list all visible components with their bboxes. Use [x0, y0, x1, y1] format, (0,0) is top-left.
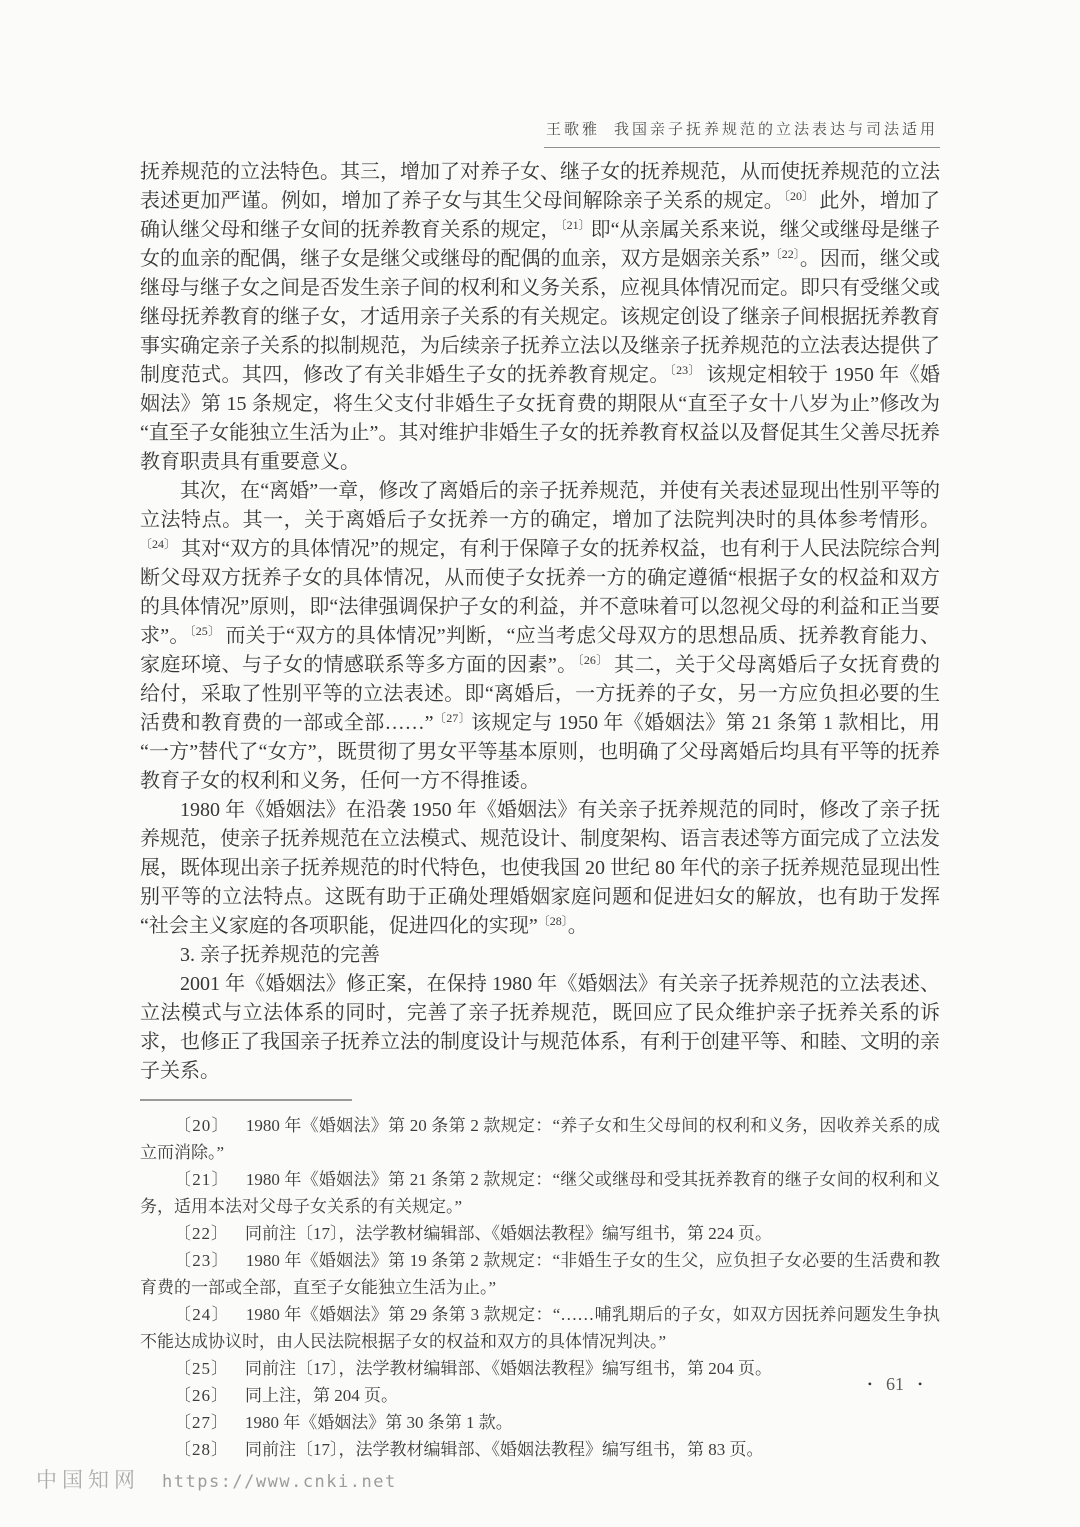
page-number-right-dot: • [918, 1377, 923, 1391]
footnote-ref: 〔24〕 [140, 537, 177, 551]
footnote-item: 〔27〕 1980 年《婚姻法》第 30 条第 1 款。 [174, 1413, 513, 1432]
paragraph: 其次，在“离婚”一章，修改了离婚后的亲子抚养规范，并使有关表述显现出性别平等的立法特点。其一，关于离婚后子女抚养一方的确定，增加了法院判决时的具体参考情形。$^{〔24〕}$ 其对“双方的具体情况”的规定，有利于保障子女的抚养权益，也有利于人民法院综合判断父母双方抚养子女的具体情况，从而使子女抚养一方的确定遵循“根据子女的权益和双方的具体情况”原则，即“法律强调保护子女的利益，并不意味着可以忽视父母的利益和正当要求”。$^{〔25〕}$ 而关于“双方的具体情况”判断，“应当考虑父母双方的思想品质、抚养教育能力、家庭环境、与子女的情感联系等多方面的因素”。$^{〔26〕}$ 其二，关于父母离婚后子女抚育费的给付，采取了性别平等的立法表述。即“离婚后，一方抚养的子女，另一方应负担必要的生活费和教育费的一部或全部……”$^{〔27〕}$该规定与 1950 年《婚姻法》第 21 条第 1 款相比，用“一方”替代了“女方”，既贯彻了男女平等基本原则，也明确了父母离婚后均具有平等的抚养教育子女的权利和义务，任何一方不得推诿。 [140, 480, 940, 792]
footnote-item: 〔21〕 1980 年《婚姻法》第 21 条第 2 款规定：“继父或继母和受其抚养教育的继子女间的权利和义务，适用本法对父母子女关系的有关规定。” [140, 1170, 941, 1216]
footnote-marker: 〔21〕 [174, 1170, 230, 1189]
footnote-item: 〔22〕 同前注〔17〕，法学教材编辑部、《婚姻法教程》编写组书，第 224 页。 [174, 1224, 772, 1243]
footnote-marker: 〔23〕 [174, 1251, 230, 1270]
paragraph: 2001 年《婚姻法》修正案，在保持 1980 年《婚姻法》有关亲子抚养规范的立法表述、立法模式与立法体系的同时，完善了亲子抚养规范，既回应了民众维护亲子抚养关系的诉求，也修正了我国亲子抚养立法的制度设计与规范体系，有利于创建平等、和睦、文明的亲子关系。 [140, 973, 940, 1082]
footnote-item: 〔26〕 同上注，第 204 页。 [174, 1386, 398, 1405]
watermark-url: https://www.cnki.net [162, 1472, 397, 1492]
footnote-marker: 〔25〕 [174, 1359, 229, 1378]
section-heading: 3. 亲子抚养规范的完善 [180, 944, 380, 966]
footnote-marker: 〔26〕 [174, 1386, 229, 1405]
scan-watermark [36, 1464, 397, 1494]
footnote-ref: 〔22〕 [769, 247, 800, 261]
page-number-left-dot: • [867, 1377, 872, 1391]
footnote-ref: 〔28〕 [537, 914, 568, 928]
paragraph: 抚养规范的立法特色。其三，增加了对养子女、继子女的抚养规范，从而使抚养规范的立法表述更加严谨。例如，增加了养子女与其生父母间解除亲子关系的规定。$^{〔20〕}$ 此外，增加了确认继父母和继子女间的抚养教育关系的规定，$^{〔21〕}$即“从亲属关系来说，继父或继母是继子女的血亲的配偶，继子女是继父或继母的配偶的血亲，双方是姻亲关系”$^{〔22〕}$。因而，继父或继母与继子女之间是否发生亲子间的权利和义务关系，应视具体情况而定。即只有受继父或继母抚养教育的继子女，才适用亲子关系的有关规定。该规定创设了继亲子间根据抚养教育事实确定亲子关系的拟制规范，为后续亲子抚养立法以及继亲子抚养规范的立法表达提供了制度范式。其四，修改了有关非婚生子女的抚养教育规定。$^{〔23〕}$ 该规定相较于 1950 年《婚姻法》第 15 条规定，将生父支付非婚生子女抚育费的期限从“直至子女十八岁为止”修改为“直至子女能独立生活为止”。其对维护非婚生子女的抚养教育权益以及督促其生父善尽抚养教育职责具有重要意义。 [140, 161, 940, 473]
running-header-title: 我国亲子抚养规范的立法表达与司法适用 [613, 122, 938, 138]
footnote-ref: 〔25〕 [189, 624, 221, 638]
footnote-marker: 〔27〕 [174, 1413, 229, 1432]
footnote-ref: 〔21〕 [560, 218, 591, 232]
footnote-item: 〔24〕 1980 年《婚姻法》第 29 条第 3 款规定：“……哺乳期后的子女，如双方因抚养问题发生争执不能达成协议时，由人民法院根据子女的权益和双方的具体情况判决。” [140, 1305, 941, 1351]
article-column [140, 158, 940, 1463]
footnote-marker: 〔22〕 [174, 1224, 229, 1243]
footnote-ref: 〔23〕 [669, 363, 701, 377]
page-number [845, 1374, 945, 1395]
paragraph: 1980 年《婚姻法》在沿袭 1950 年《婚姻法》有关亲子抚养规范的同时，修改了亲子抚养规范，使亲子抚养规范在立法模式、规范设计、制度架构、语言表述等方面完成了立法发展，既体现出亲子抚养规范的时代特色，也使我国 20 世纪 80 年代的亲子抚养规范显现出性别平等的立法特点。这既有助于正确处理婚姻家庭问题和促进妇女的解放，也有助于发挥“社会主义家庭的各项职能，促进四化的实现”$^{〔28〕}$。 [140, 799, 940, 937]
footnote-separator [140, 1099, 352, 1101]
footnote-ref: 〔26〕 [577, 653, 609, 667]
article-body [140, 158, 940, 1086]
footnote-item: 〔20〕 1980 年《婚姻法》第 20 条第 2 款规定：“养子女和生父母间的权利和义务，因收养关系的成立而消除。” [140, 1116, 941, 1162]
footnote-ref: 〔20〕 [783, 189, 815, 203]
footnote-ref: 〔27〕 [433, 711, 472, 725]
page-number-value: 61 [886, 1374, 904, 1394]
running-header [544, 118, 940, 148]
footnote-item: 〔23〕 1980 年《婚姻法》第 19 条第 2 款规定：“非婚生子女的生父，应负担子女必要的生活费和教育费的一部或全部，直至子女能独立生活为止。” [140, 1251, 941, 1297]
footnote-marker: 〔28〕 [174, 1440, 229, 1459]
footnote-marker: 〔20〕 [174, 1116, 230, 1135]
footnote-item: 〔25〕 同前注〔17〕，法学教材编辑部、《婚姻法教程》编写组书，第 204 页。 [174, 1359, 772, 1378]
footnote-marker: 〔24〕 [174, 1305, 230, 1324]
footnote-list [140, 1112, 940, 1463]
watermark-site-name: 中国知网 [36, 1468, 140, 1492]
footnote-item: 〔28〕 同前注〔17〕，法学教材编辑部、《婚姻法教程》编写组书，第 83 页。 [174, 1440, 764, 1459]
running-header-author: 王歌雅 [545, 122, 600, 138]
